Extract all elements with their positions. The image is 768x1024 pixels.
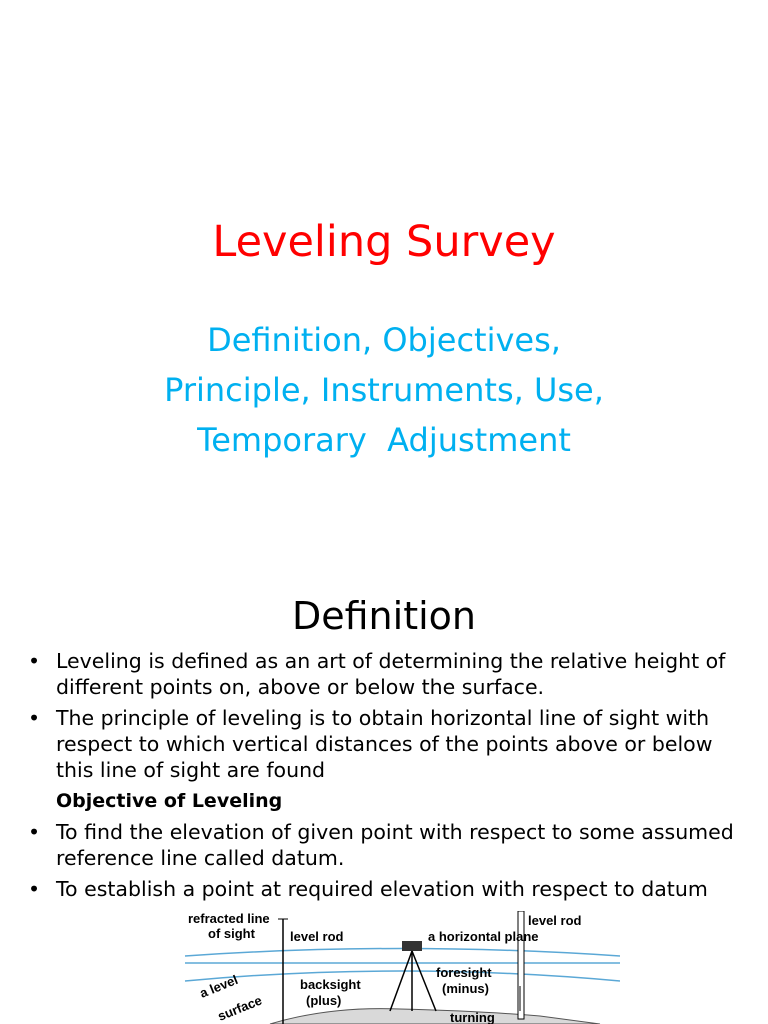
list-item <box>26 819 756 871</box>
slide-heading: Definition <box>291 594 476 638</box>
bullet-icon: • <box>28 820 41 844</box>
slide-title: Leveling Survey <box>212 217 556 267</box>
subtitle-line: Temporary Adjustment <box>197 421 571 459</box>
level-rod-right <box>518 911 524 1019</box>
bullet-icon: • <box>28 649 41 673</box>
label-foresight: foresight <box>436 965 492 980</box>
slide-subtitle <box>0 315 768 465</box>
ground-surface <box>270 1009 600 1024</box>
label-horizontal-plane: a horizontal plane <box>428 929 539 944</box>
subtitle-line: Definition, Objectives, <box>207 321 561 359</box>
label-of-sight: of sight <box>208 926 255 941</box>
bullet-text: To find the elevation of given point with respect to some assumed reference line called datum. <box>56 820 734 870</box>
list-item <box>26 705 756 783</box>
label-minus: (minus) <box>442 981 489 996</box>
leveling-diagram <box>180 911 620 1024</box>
list-item <box>26 648 756 700</box>
level-instrument-icon <box>402 941 422 951</box>
subtitle-line: Principle, Instruments, Use, <box>164 371 604 409</box>
label-turning: turning <box>450 1010 495 1024</box>
label-level-rod-left: level rod <box>290 929 344 944</box>
tripod-leg <box>390 951 412 1011</box>
bullet-icon: • <box>28 877 41 901</box>
label-a-level: a level <box>197 971 240 1001</box>
objective-subheading: Objective of Leveling <box>56 790 283 812</box>
tripod-leg <box>412 951 436 1011</box>
list-item <box>26 876 756 902</box>
definition-list <box>26 648 756 907</box>
bullet-text: Leveling is defined as an art of determining the relative height of different points on, above or below the surface. <box>56 649 726 699</box>
label-refracted-line: refracted line <box>188 911 270 926</box>
label-plus: (plus) <box>306 993 342 1008</box>
definition-slide <box>0 576 768 1024</box>
label-backsight: backsight <box>300 977 361 992</box>
bullet-text: To establish a point at required elevation with respect to datum <box>56 877 708 901</box>
label-level-rod-right: level rod <box>528 913 582 928</box>
label-surface: surface <box>215 992 265 1024</box>
bullet-icon: • <box>28 706 41 730</box>
bullet-text: The principle of leveling is to obtain horizontal line of sight with respect to which vertical distances of the points above or below this line of sight are found <box>56 706 713 782</box>
